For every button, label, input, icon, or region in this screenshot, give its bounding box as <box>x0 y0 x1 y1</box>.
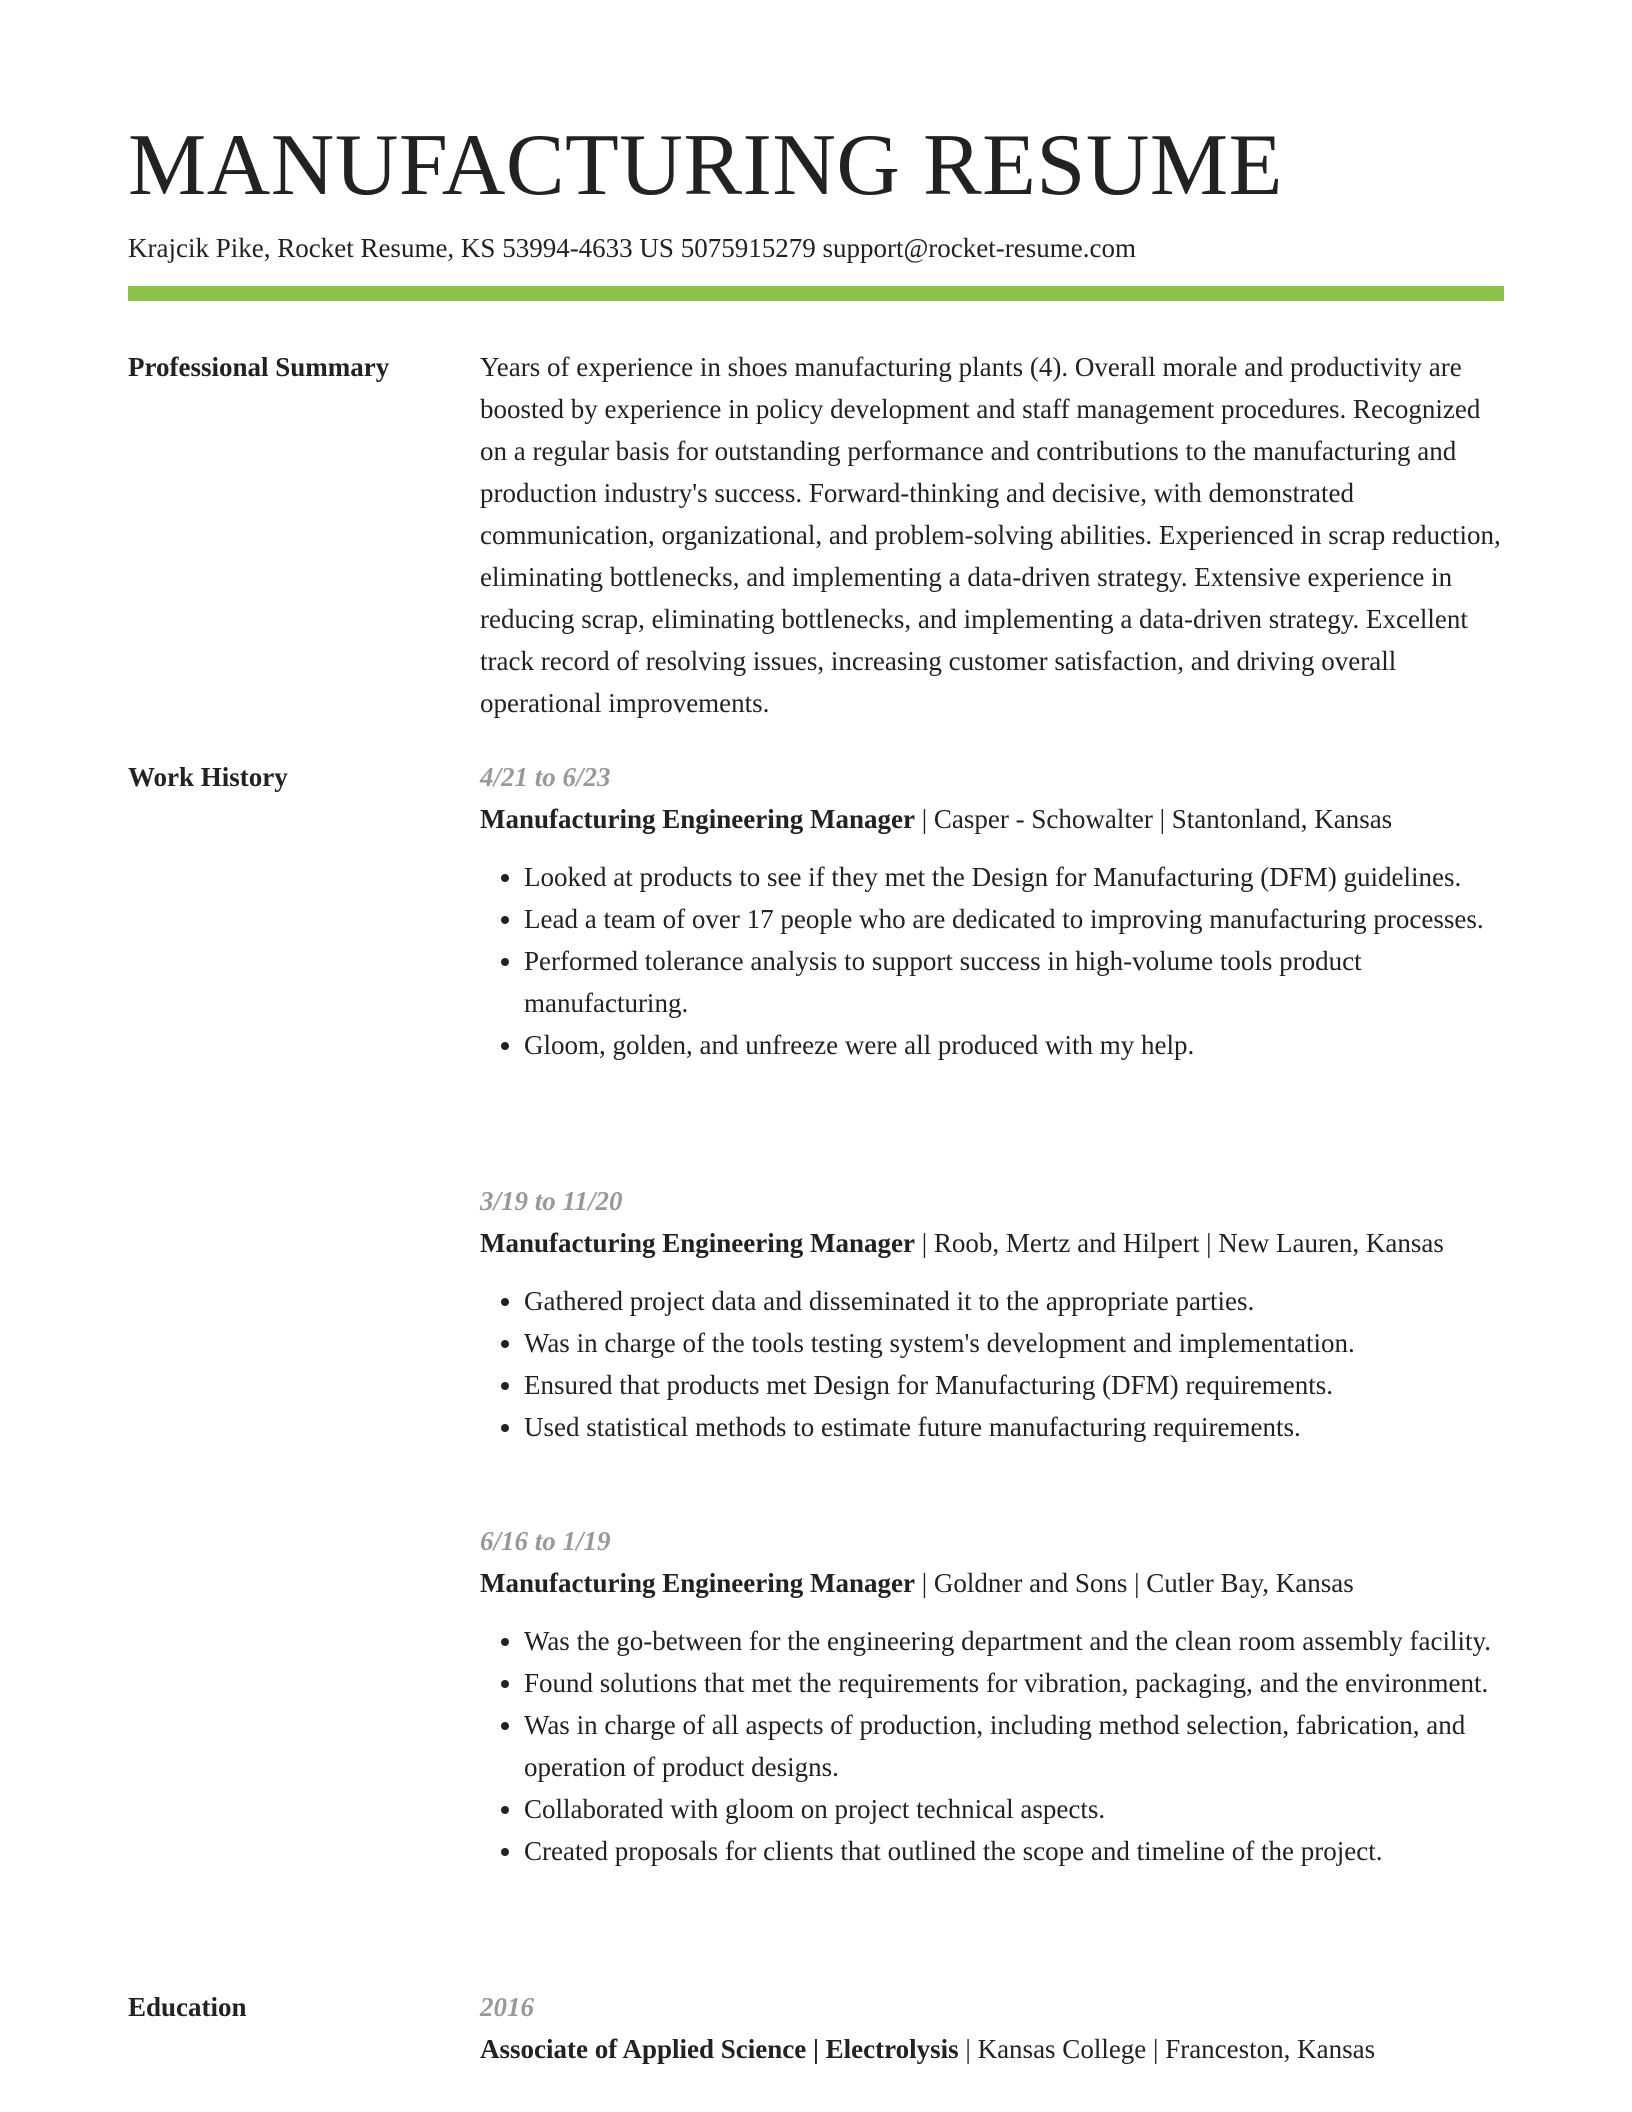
job-bullet: • Was in charge of the tools testing system's development and implementation. <box>524 1322 1504 1364</box>
job-bullet: • Was in charge of all aspects of production, including method selection, fabrication, and operation of product designs. <box>524 1704 1504 1788</box>
education-degree: Associate of Applied Science | Electrolysis <box>480 2034 959 2064</box>
job-bullets <box>480 856 1504 1066</box>
education-year: 2016 <box>480 1992 534 2022</box>
job-bullet: • Gathered project data and disseminated it to the appropriate parties. <box>524 1280 1504 1322</box>
job-bullet: • Looked at products to see if they met the Design for Manufacturing (DFM) guidelines. <box>524 856 1504 898</box>
job-dates: 3/19 to 11/20 <box>480 1186 623 1216</box>
job-bullet: • Was the go-between for the engineering department and the clean room assembly facility. <box>524 1620 1504 1662</box>
summary-text: Years of experience in shoes manufacturing plants (4). Overall morale and productivity are boosted by experience in policy development and staff management procedures. Recognized on a regular basis for outstanding performance and contributions to the manufacturing and production industry's success. Forward-thinking and decisive, with demonstrated communication, organizational, and problem-solving abilities. Experienced in scrap reduction, eliminating bottlenecks, and implementing a data-driven strategy. Extensive experience in reducing scrap, eliminating bottlenecks, and implementing a data-driven strategy. Excellent track record of resolving issues, increasing customer satisfaction, and driving overall operational improvements. <box>480 352 1501 718</box>
job-bullet: • Gloom, golden, and unfreeze were all produced with my help. <box>524 1024 1504 1066</box>
job-entry <box>480 756 1504 1066</box>
job-bullet: • Lead a team of over 17 people who are dedicated to improving manufacturing processes. <box>524 898 1504 940</box>
resume-title: MANUFACTURING RESUME <box>128 117 1283 214</box>
job-entry <box>480 1180 1504 1448</box>
job-company-location: | Roob, Mertz and Hilpert | New Lauren, Kansas <box>914 1228 1444 1258</box>
job-company-location: | Casper - Schowalter | Stantonland, Kansas <box>914 804 1393 834</box>
job-title-line <box>480 1222 1504 1264</box>
education-school-location: | Kansas College | Franceston, Kansas <box>958 2034 1376 2064</box>
job-bullet: • Found solutions that met the requirements for vibration, packaging, and the environment. <box>524 1662 1504 1704</box>
job-title: Manufacturing Engineering Manager <box>480 1568 915 1598</box>
job-title-line <box>480 1562 1504 1604</box>
job-title: Manufacturing Engineering Manager <box>480 804 915 834</box>
section-label-work-history: Work History <box>128 762 288 792</box>
job-bullets <box>480 1280 1504 1448</box>
job-bullet: • Collaborated with gloom on project technical aspects. <box>524 1788 1504 1830</box>
job-title-line <box>480 798 1504 840</box>
job-bullet: • Used statistical methods to estimate future manufacturing requirements. <box>524 1406 1504 1448</box>
job-entry <box>480 1520 1504 1872</box>
section-label-summary: Professional Summary <box>128 352 390 382</box>
job-title: Manufacturing Engineering Manager <box>480 1228 915 1258</box>
section-label-education: Education <box>128 1992 247 2022</box>
accent-divider <box>128 286 1504 301</box>
job-dates: 6/16 to 1/19 <box>480 1526 611 1556</box>
contact-line: Krajcik Pike, Rocket Resume, KS 53994-4633 US 5075915279 support@rocket-resume.com <box>128 233 1136 263</box>
education-title-line <box>480 2028 1504 2070</box>
job-bullet: • Ensured that products met Design for Manufacturing (DFM) requirements. <box>524 1364 1504 1406</box>
job-dates: 4/21 to 6/23 <box>480 762 611 792</box>
job-bullet: • Performed tolerance analysis to support success in high-volume tools product manufacturing. <box>524 940 1504 1024</box>
job-bullet: • Created proposals for clients that outlined the scope and timeline of the project. <box>524 1830 1504 1872</box>
job-company-location: | Goldner and Sons | Cutler Bay, Kansas <box>914 1568 1354 1598</box>
job-bullets <box>480 1620 1504 1872</box>
